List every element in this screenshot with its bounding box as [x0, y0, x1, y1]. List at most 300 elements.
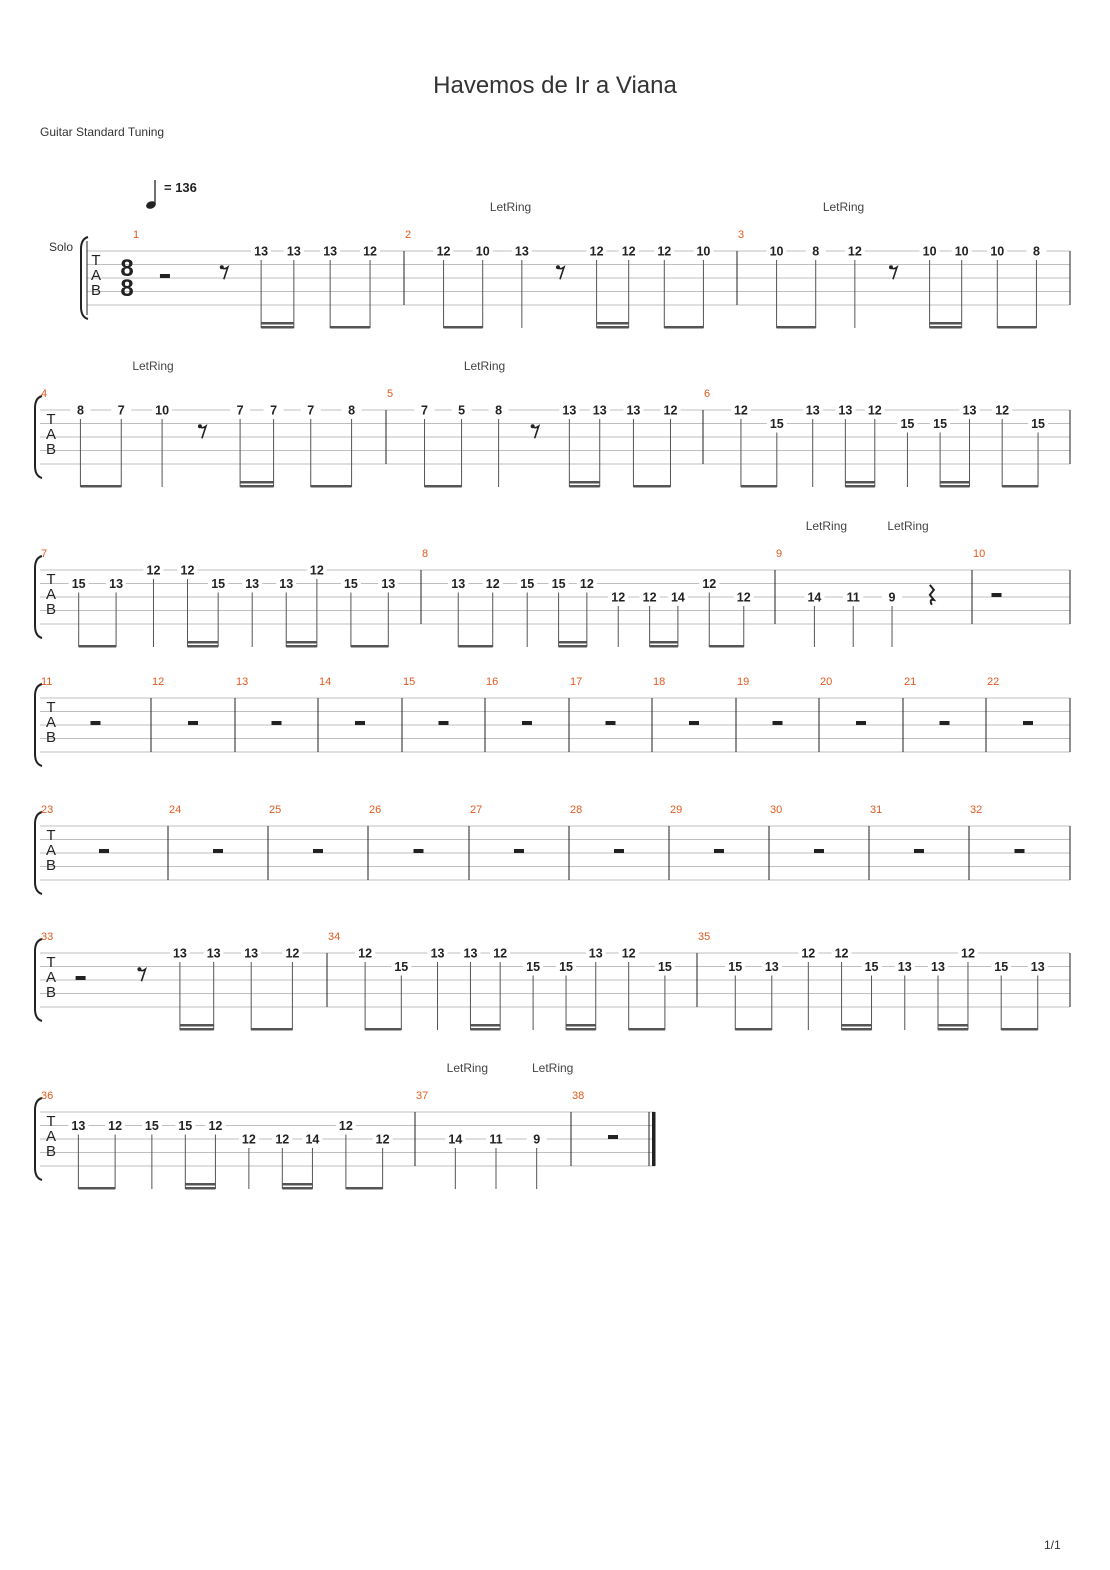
fret-number: 9	[533, 1132, 541, 1147]
beam	[997, 326, 1036, 329]
half-rest	[99, 849, 109, 853]
eighth-rest-dot	[531, 424, 535, 428]
beam-sixteenth	[180, 1024, 214, 1027]
measure-number: 19	[737, 676, 750, 688]
beam	[286, 645, 317, 648]
fret-number: 13	[897, 960, 912, 974]
measure-number: 23	[41, 804, 54, 816]
fret-number: 12	[736, 590, 751, 605]
beam-sixteenth	[845, 481, 874, 484]
half-rest	[160, 274, 170, 278]
half-rest	[773, 721, 783, 725]
measure	[570, 676, 652, 752]
eighth-rest	[558, 267, 564, 279]
tab-clef-letter: B	[45, 601, 57, 618]
eighth-rest-dot	[556, 265, 560, 269]
fret-number: 15	[343, 577, 358, 591]
fret-number: 15	[71, 577, 86, 591]
beam	[185, 1187, 215, 1190]
tab-system	[35, 519, 1070, 648]
fret-number: 12	[663, 403, 678, 418]
eighth-rest	[891, 267, 897, 279]
fret-number: 13	[838, 403, 853, 418]
fret-number: 15	[559, 960, 574, 974]
measure-number: 36	[41, 1090, 54, 1102]
fret-number: 10	[155, 403, 170, 418]
measure	[133, 229, 404, 329]
measure-number: 22	[987, 676, 1000, 688]
fret-number: 12	[275, 1132, 290, 1147]
measure	[737, 676, 819, 752]
measure	[236, 676, 318, 752]
fret-number: 12	[589, 244, 604, 259]
fret-number: 11	[489, 1132, 503, 1147]
fret-number: 13	[206, 946, 221, 961]
fret-number: 13	[172, 946, 187, 961]
beam	[240, 485, 273, 488]
eighth-rest	[222, 267, 228, 279]
fret-number: 13	[279, 577, 294, 591]
tab-system	[35, 359, 1070, 488]
beam	[777, 326, 816, 329]
fret-number: 10	[475, 244, 490, 259]
beam	[569, 485, 599, 488]
beam-sixteenth	[569, 481, 599, 484]
tab-system	[35, 931, 1070, 1031]
half-rest	[689, 721, 699, 725]
fret-number: 15	[394, 960, 409, 974]
beam	[842, 1028, 872, 1031]
fret-number: 10	[954, 244, 969, 259]
fret-number: 15	[178, 1119, 193, 1133]
fret-number: 13	[71, 1119, 86, 1133]
half-rest	[608, 1135, 618, 1139]
tab-clef-letter: T	[46, 411, 56, 428]
fret-number: 12	[579, 577, 594, 591]
measure-number: 20	[820, 676, 833, 688]
measure	[41, 676, 151, 752]
fret-number: 8	[348, 403, 356, 418]
measure-number: 8	[422, 548, 429, 560]
measure	[870, 804, 969, 880]
measure-number: 12	[152, 676, 165, 688]
eighth-rest	[139, 969, 145, 981]
measure-number: 26	[369, 804, 382, 816]
fret-number: 7	[270, 403, 278, 418]
measure	[904, 676, 986, 752]
let-ring-annotation: LetRing	[463, 359, 506, 373]
page-number: 1/1	[1044, 1538, 1061, 1552]
half-rest	[514, 849, 524, 853]
measure	[152, 676, 235, 752]
final-barline-thick	[652, 1112, 656, 1166]
beam	[188, 645, 219, 648]
fret-number: 12	[611, 590, 626, 605]
beam-sixteenth	[930, 322, 962, 325]
fret-number: 12	[702, 577, 717, 591]
beam	[351, 645, 388, 648]
measure	[328, 931, 697, 1031]
measure-number: 33	[41, 931, 54, 943]
tempo-value: = 136	[164, 180, 197, 195]
eighth-rest	[533, 426, 539, 438]
fret-number: 12	[108, 1119, 123, 1133]
eighth-rest-dot	[198, 424, 202, 428]
beam	[261, 326, 294, 329]
fret-number: 15	[769, 417, 784, 431]
fret-number: 13	[286, 244, 301, 259]
beam	[470, 1028, 500, 1031]
measure	[41, 1090, 415, 1190]
beam-sixteenth	[559, 641, 587, 644]
tab-clef-letter: A	[45, 586, 57, 603]
fret-number: 15	[728, 960, 743, 974]
measure-number: 38	[572, 1090, 585, 1102]
tab-staff-lines	[87, 251, 1070, 305]
fret-number: 12	[309, 563, 324, 578]
beam-sixteenth	[566, 1024, 596, 1027]
fret-number: 8	[812, 244, 820, 259]
measure-number: 11	[41, 676, 53, 688]
track-label: Solo	[49, 240, 74, 254]
fret-number: 13	[109, 577, 124, 591]
beam-sixteenth	[282, 1183, 312, 1186]
beam	[629, 1028, 665, 1031]
measure-number: 9	[776, 548, 783, 560]
beam-sixteenth	[470, 1024, 500, 1027]
measure	[987, 676, 1070, 752]
half-rest	[606, 721, 616, 725]
fret-number: 9	[888, 590, 896, 605]
eighth-rest-dot	[889, 265, 893, 269]
fret-number: 12	[621, 244, 636, 259]
tab-clef-letter: T	[46, 954, 56, 971]
beam	[282, 1187, 312, 1190]
half-rest	[76, 976, 86, 980]
measure	[653, 676, 736, 752]
fret-number: 8	[76, 403, 84, 418]
fret-number: 13	[592, 403, 607, 418]
measure-number: 34	[328, 931, 341, 943]
measure	[41, 931, 327, 1031]
tab-clef-letter: T	[46, 827, 56, 844]
half-rest	[313, 849, 323, 853]
beam	[80, 485, 121, 488]
fret-number: 13	[323, 244, 338, 259]
measure-number: 4	[41, 388, 48, 400]
measure	[41, 804, 168, 880]
measure-number: 16	[486, 676, 499, 688]
fret-number: 12	[733, 403, 748, 418]
tab-clef-letter: A	[45, 426, 57, 443]
fret-number: 13	[430, 946, 445, 961]
tab-system	[35, 804, 1070, 894]
measure	[704, 388, 1070, 488]
half-rest	[188, 721, 198, 725]
half-rest	[1015, 849, 1025, 853]
measure-number: 28	[570, 804, 583, 816]
measure	[698, 931, 1070, 1031]
fret-number: 15	[526, 960, 541, 974]
measure-number: 6	[704, 388, 711, 400]
tab-clef-letter: T	[46, 1113, 56, 1130]
measure	[970, 804, 1070, 880]
measure	[319, 676, 402, 752]
beam-sixteenth	[938, 1024, 968, 1027]
beam-sixteenth	[240, 481, 273, 484]
measure	[416, 1061, 573, 1189]
beam	[735, 1028, 772, 1031]
fret-number: 15	[551, 577, 566, 591]
fret-number: 13	[805, 403, 820, 418]
fret-number: 12	[285, 946, 300, 961]
measure-number: 2	[405, 229, 412, 241]
tab-clef-letter: T	[91, 252, 101, 269]
fret-number: 12	[180, 563, 195, 578]
measure	[486, 676, 569, 752]
tuning-label: Guitar Standard Tuning	[40, 125, 165, 139]
beam-sixteenth	[597, 322, 629, 325]
let-ring-annotation: LetRing	[132, 359, 174, 373]
fret-number: 13	[244, 946, 259, 961]
half-rest	[714, 849, 724, 853]
fret-number: 5	[458, 403, 466, 418]
let-ring-annotation: LetRing	[805, 519, 848, 533]
half-rest	[614, 849, 624, 853]
tab-system	[81, 200, 1070, 329]
let-ring-annotation: LetRing	[531, 1061, 574, 1075]
measure-number: 5	[387, 388, 394, 400]
measure	[973, 548, 1070, 624]
measure-number: 32	[970, 804, 983, 816]
fret-number: 13	[764, 960, 779, 974]
fret-number: 15	[933, 417, 948, 431]
beam	[1002, 485, 1038, 488]
half-rest	[522, 721, 532, 725]
score-title: Havemos de Ir a Viana	[433, 72, 677, 99]
measure	[572, 1090, 656, 1166]
fret-number: 12	[657, 244, 672, 259]
beam-sixteenth	[842, 1024, 872, 1027]
beam	[425, 485, 462, 488]
fret-number: 12	[621, 946, 636, 961]
fret-number: 12	[358, 946, 373, 961]
measure	[403, 676, 485, 752]
fret-number: 14	[807, 590, 822, 605]
beam	[330, 326, 370, 329]
half-rest	[814, 849, 824, 853]
beam	[650, 645, 678, 648]
time-signature-denominator: 8	[120, 275, 134, 302]
beam	[458, 645, 492, 648]
fret-number: 14	[448, 1132, 463, 1147]
beam	[251, 1028, 292, 1031]
fret-number: 15	[211, 577, 226, 591]
measure	[776, 519, 972, 647]
measure	[470, 804, 569, 880]
fret-number: 14	[670, 590, 685, 605]
fret-number: 15	[900, 417, 915, 431]
fret-number: 12	[241, 1132, 256, 1147]
measure-number: 13	[236, 676, 249, 688]
measure	[169, 804, 268, 880]
beam	[741, 485, 777, 488]
quarter-rest	[930, 585, 934, 605]
fret-number: 14	[305, 1132, 320, 1147]
half-rest	[439, 721, 449, 725]
tab-clef-letter: T	[46, 699, 56, 716]
half-rest	[91, 721, 101, 725]
tab-clef-letter: T	[46, 571, 56, 588]
fret-number: 15	[1031, 417, 1046, 431]
measure-number: 7	[41, 548, 48, 560]
fret-number: 12	[208, 1119, 223, 1133]
fret-number: 13	[588, 946, 603, 961]
fret-number: 10	[990, 244, 1005, 259]
beam	[559, 645, 587, 648]
fret-number: 12	[642, 590, 657, 605]
beam-sixteenth	[188, 641, 219, 644]
measure-number: 3	[738, 229, 745, 241]
fret-number: 15	[657, 960, 672, 974]
tab-clef-letter: A	[45, 1128, 57, 1145]
measure	[770, 804, 869, 880]
fret-number: 12	[867, 403, 882, 418]
beam	[845, 485, 874, 488]
tab-clef-letter: B	[90, 282, 102, 299]
fret-number: 12	[338, 1119, 353, 1133]
beam-sixteenth	[261, 322, 294, 325]
eighth-rest	[200, 426, 206, 438]
fret-number: 12	[493, 946, 508, 961]
fret-number: 12	[801, 946, 816, 961]
measure-number: 15	[403, 676, 416, 688]
beam	[365, 1028, 401, 1031]
half-rest	[914, 849, 924, 853]
fret-number: 7	[236, 403, 244, 418]
tab-clef-letter: B	[45, 857, 57, 874]
half-rest	[213, 849, 223, 853]
half-rest	[992, 593, 1002, 597]
beam	[346, 1187, 383, 1190]
fret-number: 12	[363, 244, 378, 259]
half-rest	[414, 849, 424, 853]
beam-sixteenth	[940, 481, 969, 484]
fret-number: 12	[995, 403, 1010, 418]
fret-number: 15	[864, 960, 879, 974]
beam	[938, 1028, 968, 1031]
fret-number: 13	[562, 403, 577, 418]
beam	[597, 326, 629, 329]
beam	[180, 1028, 214, 1031]
fret-number: 10	[922, 244, 937, 259]
measure-number: 14	[319, 676, 332, 688]
measure	[269, 804, 368, 880]
fret-number: 7	[421, 403, 428, 418]
measure	[41, 548, 421, 648]
fret-number: 15	[994, 960, 1009, 974]
eighth-rest-dot	[220, 265, 224, 269]
beam-sixteenth	[286, 641, 317, 644]
measure-number: 10	[973, 548, 986, 560]
measure-number: 35	[698, 931, 711, 943]
fret-number: 7	[307, 403, 315, 418]
measure-number: 25	[269, 804, 282, 816]
beam	[709, 645, 743, 648]
tab-clef-letter: A	[45, 969, 57, 986]
measure	[670, 804, 769, 880]
tab-clef-letter: A	[90, 267, 102, 284]
fret-number: 13	[463, 946, 478, 961]
tab-clef-letter: A	[45, 842, 57, 859]
fret-number: 13	[626, 403, 641, 418]
half-rest	[1023, 721, 1033, 725]
let-ring-annotation: LetRing	[822, 200, 865, 214]
half-rest	[272, 721, 282, 725]
fret-number: 15	[520, 577, 535, 591]
measure-number: 17	[570, 676, 583, 688]
fret-number: 7	[117, 403, 125, 418]
fret-number: 12	[436, 244, 451, 259]
measure-number: 18	[653, 676, 666, 688]
let-ring-annotation: LetRing	[887, 519, 929, 533]
beam-sixteenth	[185, 1183, 215, 1186]
fret-number: 10	[769, 244, 784, 259]
tab-system	[35, 676, 1070, 766]
fret-number: 8	[495, 403, 503, 418]
half-rest	[355, 721, 365, 725]
fret-number: 13	[451, 577, 466, 591]
beam	[1001, 1028, 1038, 1031]
time-signature-numerator: 8	[120, 255, 134, 282]
fret-number: 13	[1030, 960, 1045, 974]
fret-number: 13	[254, 244, 269, 259]
beam	[78, 1187, 115, 1190]
measure-number: 24	[169, 804, 182, 816]
fret-number: 12	[375, 1132, 390, 1147]
fret-number: 12	[146, 563, 161, 578]
measure-number: 37	[416, 1090, 429, 1102]
measure-number: 27	[470, 804, 483, 816]
tab-clef-letter: B	[45, 1143, 57, 1160]
fret-number: 12	[847, 244, 862, 259]
fret-number: 13	[245, 577, 260, 591]
tab-staff-lines	[40, 953, 1070, 1007]
measure-number: 31	[870, 804, 883, 816]
measure	[820, 676, 903, 752]
beam	[664, 326, 703, 329]
beam	[79, 645, 116, 648]
fret-number: 13	[931, 960, 945, 974]
measure-number: 29	[670, 804, 683, 816]
tab-clef-letter: B	[45, 729, 57, 746]
beam	[311, 485, 352, 488]
fret-number: 12	[485, 577, 500, 591]
tab-clef-letter: A	[45, 714, 57, 731]
measure-number: 1	[133, 229, 140, 241]
fret-number: 13	[381, 577, 396, 591]
tab-clef-letter: B	[45, 441, 57, 458]
tab-clef-letter: B	[45, 984, 57, 1001]
measure-number: 30	[770, 804, 783, 816]
tab-system	[35, 1061, 656, 1190]
measure	[422, 548, 775, 648]
beam	[940, 485, 969, 488]
half-rest	[940, 721, 950, 725]
fret-number: 10	[696, 244, 711, 259]
fret-number: 12	[834, 946, 849, 961]
fret-number: 15	[144, 1119, 159, 1133]
